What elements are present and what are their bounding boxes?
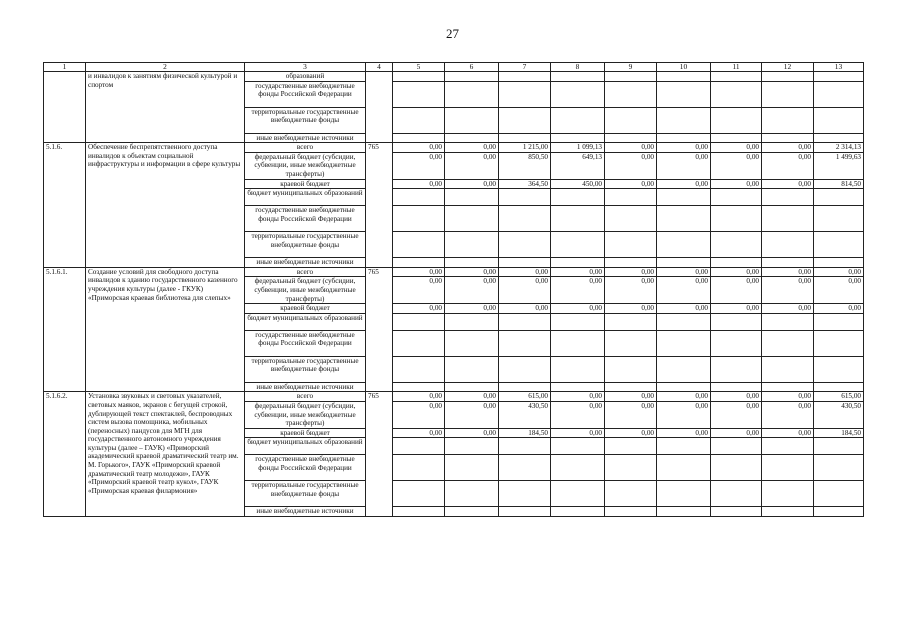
value-cell: 0,00: [762, 304, 814, 314]
value-cell: [551, 81, 605, 107]
value-cell: [605, 330, 657, 356]
value-cell: [711, 455, 762, 481]
value-cell: [762, 356, 814, 382]
value-cell: 2 314,13: [814, 143, 864, 153]
source-cell: территориальные государственные внебюджетные фонды: [245, 356, 366, 382]
table-row: [44, 72, 864, 82]
source-cell: бюджет муниципальных образований: [245, 438, 366, 455]
value-cell: [605, 455, 657, 481]
value-cell: [499, 356, 551, 382]
description-cell: Создание условий для свободного доступа инвалидов к зданию государственного казенного учреждения культуры (далее - ГКУК) «Приморская краевая библиотека для слепых»: [86, 267, 245, 392]
value-cell: 0,00: [551, 428, 605, 438]
value-cell: [551, 258, 605, 268]
value-cell: [762, 133, 814, 143]
value-cell: 0,00: [711, 428, 762, 438]
value-cell: 0,00: [711, 143, 762, 153]
value-cell: 850,50: [499, 152, 551, 179]
value-cell: 0,00: [393, 267, 445, 277]
budget-table: [43, 62, 864, 517]
value-cell: [445, 258, 499, 268]
value-cell: 0,00: [551, 401, 605, 428]
value-cell: [605, 189, 657, 206]
value-cell: [499, 81, 551, 107]
table-row: [44, 267, 864, 277]
value-cell: [605, 72, 657, 82]
value-cell: 0,00: [657, 401, 711, 428]
value-cell: 0,00: [393, 179, 445, 189]
source-cell: федеральный бюджет (субсидии, субвенции, иные межбюджетные трансферты): [245, 152, 366, 179]
value-cell: [711, 107, 762, 133]
value-cell: [657, 455, 711, 481]
value-cell: [445, 232, 499, 258]
value-cell: [605, 356, 657, 382]
value-cell: 0,00: [657, 267, 711, 277]
description-cell: Установка звуковых и световых указателей, световых маяков, экранов с бегущей строкой, дублирующей текст спектаклей, беспроводных систем вызова помощника, мобильных (переносных) пандусов для МГН для государственного автономного учреждения культуры (далее – ГАУК) «Приморский академический краевой драматический театр им. М. Горького», ГАУК «Приморский краевой драматический театр молодежи», ГАУК «Приморский краевой театр кукол», ГАУК «Приморская краевая филармония»: [86, 392, 245, 517]
value-cell: [393, 206, 445, 232]
code-cell: [44, 72, 86, 143]
value-cell: [814, 438, 864, 455]
value-cell: [762, 258, 814, 268]
value-cell: [605, 133, 657, 143]
value-cell: [551, 330, 605, 356]
value-cell: [814, 313, 864, 330]
value-cell: 0,00: [711, 267, 762, 277]
value-cell: 0,00: [605, 179, 657, 189]
grbs-cell: 765: [366, 392, 393, 517]
page-number: 27: [446, 26, 459, 41]
header-cell: 11: [711, 63, 762, 72]
header-cell: 12: [762, 63, 814, 72]
table-body: [44, 63, 864, 517]
value-cell: 0,00: [445, 428, 499, 438]
value-cell: [499, 72, 551, 82]
value-cell: 0,00: [711, 152, 762, 179]
value-cell: [762, 507, 814, 517]
grbs-cell: 765: [366, 267, 393, 392]
value-cell: 0,00: [762, 179, 814, 189]
source-cell: бюджет муниципальных образований: [245, 189, 366, 206]
value-cell: 0,00: [657, 277, 711, 304]
value-cell: 0,00: [657, 152, 711, 179]
value-cell: [762, 481, 814, 507]
source-cell: краевой бюджет: [245, 304, 366, 314]
value-cell: 0,00: [393, 143, 445, 153]
source-cell: государственные внебюджетные фонды Российской Федерации: [245, 206, 366, 232]
value-cell: [814, 189, 864, 206]
value-cell: [499, 455, 551, 481]
value-cell: 0,00: [762, 401, 814, 428]
value-cell: [499, 330, 551, 356]
value-cell: [814, 107, 864, 133]
value-cell: [657, 232, 711, 258]
value-cell: [657, 313, 711, 330]
value-cell: [711, 481, 762, 507]
value-cell: 430,50: [499, 401, 551, 428]
value-cell: 0,00: [605, 392, 657, 402]
value-cell: 0,00: [762, 143, 814, 153]
value-cell: 814,50: [814, 179, 864, 189]
value-cell: [445, 189, 499, 206]
value-cell: [393, 313, 445, 330]
value-cell: 0,00: [393, 277, 445, 304]
value-cell: [551, 232, 605, 258]
value-cell: [711, 330, 762, 356]
value-cell: 0,00: [711, 179, 762, 189]
header-cell: 10: [657, 63, 711, 72]
value-cell: 0,00: [393, 401, 445, 428]
value-cell: 0,00: [605, 428, 657, 438]
value-cell: [605, 258, 657, 268]
table-row: [44, 143, 864, 153]
value-cell: [499, 107, 551, 133]
value-cell: [393, 438, 445, 455]
table-row: [44, 392, 864, 402]
code-cell: 5.1.6.2.: [44, 392, 86, 517]
value-cell: 0,00: [445, 143, 499, 153]
value-cell: 649,13: [551, 152, 605, 179]
value-cell: [499, 206, 551, 232]
source-cell: иные внебюджетные источники: [245, 507, 366, 517]
source-cell: территориальные государственные внебюджетные фонды: [245, 107, 366, 133]
source-cell: федеральный бюджет (субсидии, субвенции, иные межбюджетные трансферты): [245, 401, 366, 428]
value-cell: [814, 133, 864, 143]
value-cell: 0,00: [657, 428, 711, 438]
value-cell: [551, 206, 605, 232]
header-cell: 9: [605, 63, 657, 72]
value-cell: [657, 481, 711, 507]
value-cell: [762, 81, 814, 107]
source-cell: образований: [245, 72, 366, 82]
value-cell: [711, 232, 762, 258]
source-cell: всего: [245, 392, 366, 402]
value-cell: [445, 107, 499, 133]
value-cell: [393, 72, 445, 82]
value-cell: 0,00: [499, 277, 551, 304]
value-cell: [711, 313, 762, 330]
value-cell: [657, 356, 711, 382]
value-cell: [445, 438, 499, 455]
value-cell: [814, 455, 864, 481]
value-cell: [499, 313, 551, 330]
value-cell: 1 099,13: [551, 143, 605, 153]
value-cell: [499, 133, 551, 143]
value-cell: [499, 232, 551, 258]
value-cell: [445, 382, 499, 392]
value-cell: [814, 507, 864, 517]
value-cell: [657, 133, 711, 143]
value-cell: [393, 455, 445, 481]
value-cell: [814, 330, 864, 356]
value-cell: [551, 481, 605, 507]
value-cell: [393, 232, 445, 258]
value-cell: [814, 72, 864, 82]
value-cell: [393, 507, 445, 517]
value-cell: 0,00: [499, 267, 551, 277]
value-cell: 364,50: [499, 179, 551, 189]
value-cell: 0,00: [551, 277, 605, 304]
value-cell: [814, 232, 864, 258]
header-cell: 13: [814, 63, 864, 72]
value-cell: [657, 206, 711, 232]
value-cell: 0,00: [762, 392, 814, 402]
value-cell: 0,00: [445, 401, 499, 428]
value-cell: [499, 258, 551, 268]
value-cell: [605, 313, 657, 330]
header-cell: 5: [393, 63, 445, 72]
value-cell: [605, 382, 657, 392]
value-cell: [445, 133, 499, 143]
code-cell: 5.1.6.1.: [44, 267, 86, 392]
value-cell: [711, 382, 762, 392]
value-cell: [551, 72, 605, 82]
header-cell: 3: [245, 63, 366, 72]
value-cell: [445, 72, 499, 82]
value-cell: [393, 81, 445, 107]
value-cell: [393, 107, 445, 133]
source-cell: краевой бюджет: [245, 179, 366, 189]
value-cell: [605, 232, 657, 258]
value-cell: [711, 189, 762, 206]
value-cell: [499, 189, 551, 206]
value-cell: 0,00: [814, 304, 864, 314]
value-cell: 0,00: [393, 152, 445, 179]
source-cell: бюджет муниципальных образований: [245, 313, 366, 330]
value-cell: 184,50: [814, 428, 864, 438]
value-cell: [762, 438, 814, 455]
value-cell: 0,00: [814, 277, 864, 304]
value-cell: [711, 356, 762, 382]
value-cell: [762, 455, 814, 481]
value-cell: [445, 481, 499, 507]
value-cell: [393, 133, 445, 143]
value-cell: [762, 313, 814, 330]
source-cell: государственные внебюджетные фонды Российской Федерации: [245, 81, 366, 107]
code-cell: 5.1.6.: [44, 143, 86, 268]
value-cell: 0,00: [762, 277, 814, 304]
value-cell: [551, 438, 605, 455]
source-cell: территориальные государственные внебюджетные фонды: [245, 232, 366, 258]
value-cell: 0,00: [762, 267, 814, 277]
description-cell: и инвалидов к занятиям физической культурой и спортом: [86, 72, 245, 143]
value-cell: 0,00: [445, 152, 499, 179]
value-cell: 0,00: [605, 267, 657, 277]
value-cell: 0,00: [657, 179, 711, 189]
value-cell: [814, 481, 864, 507]
value-cell: [711, 72, 762, 82]
value-cell: [393, 356, 445, 382]
value-cell: [762, 107, 814, 133]
value-cell: 0,00: [445, 179, 499, 189]
source-cell: иные внебюджетные источники: [245, 382, 366, 392]
value-cell: [445, 313, 499, 330]
value-cell: [551, 313, 605, 330]
value-cell: [445, 356, 499, 382]
value-cell: 0,00: [551, 304, 605, 314]
value-cell: 0,00: [657, 143, 711, 153]
source-cell: всего: [245, 267, 366, 277]
value-cell: [445, 507, 499, 517]
header-row: [44, 63, 864, 72]
value-cell: [711, 507, 762, 517]
source-cell: государственные внебюджетные фонды Российской Федерации: [245, 455, 366, 481]
source-cell: федеральный бюджет (субсидии, субвенции, иные межбюджетные трансферты): [245, 277, 366, 304]
value-cell: [814, 382, 864, 392]
value-cell: [762, 72, 814, 82]
value-cell: 450,00: [551, 179, 605, 189]
value-cell: 1 215,00: [499, 143, 551, 153]
value-cell: [657, 382, 711, 392]
value-cell: [551, 507, 605, 517]
value-cell: [711, 258, 762, 268]
value-cell: [445, 206, 499, 232]
value-cell: [605, 206, 657, 232]
value-cell: 0,00: [657, 304, 711, 314]
source-cell: всего: [245, 143, 366, 153]
description-cell: Обеспечение беспрепятственного доступа инвалидов к объектам социальной инфраструктуры и информации в сфере культуры: [86, 143, 245, 268]
value-cell: [499, 438, 551, 455]
value-cell: 0,00: [393, 392, 445, 402]
value-cell: 0,00: [393, 304, 445, 314]
value-cell: 430,50: [814, 401, 864, 428]
value-cell: 0,00: [605, 277, 657, 304]
value-cell: 0,00: [814, 267, 864, 277]
value-cell: [711, 81, 762, 107]
value-cell: 0,00: [551, 267, 605, 277]
value-cell: [657, 81, 711, 107]
value-cell: [657, 258, 711, 268]
header-cell: 2: [86, 63, 245, 72]
value-cell: [605, 107, 657, 133]
value-cell: 0,00: [711, 401, 762, 428]
value-cell: [762, 232, 814, 258]
value-cell: 0,00: [605, 152, 657, 179]
value-cell: [551, 189, 605, 206]
value-cell: [445, 330, 499, 356]
value-cell: 0,00: [605, 401, 657, 428]
value-cell: [711, 438, 762, 455]
value-cell: 0,00: [445, 267, 499, 277]
value-cell: [551, 107, 605, 133]
value-cell: 0,00: [711, 392, 762, 402]
value-cell: 0,00: [393, 428, 445, 438]
header-cell: 8: [551, 63, 605, 72]
value-cell: [393, 382, 445, 392]
value-cell: [499, 382, 551, 392]
value-cell: 0,00: [711, 304, 762, 314]
value-cell: 0,00: [499, 304, 551, 314]
value-cell: [605, 481, 657, 507]
value-cell: [605, 438, 657, 455]
value-cell: [762, 382, 814, 392]
value-cell: [814, 356, 864, 382]
value-cell: [657, 438, 711, 455]
value-cell: 0,00: [445, 277, 499, 304]
value-cell: 0,00: [762, 152, 814, 179]
value-cell: 0,00: [711, 277, 762, 304]
value-cell: [393, 189, 445, 206]
value-cell: 1 499,63: [814, 152, 864, 179]
value-cell: [393, 481, 445, 507]
value-cell: [657, 330, 711, 356]
value-cell: [762, 189, 814, 206]
value-cell: [762, 330, 814, 356]
header-cell: 4: [366, 63, 393, 72]
value-cell: [393, 330, 445, 356]
value-cell: 184,50: [499, 428, 551, 438]
value-cell: [762, 206, 814, 232]
value-cell: [445, 81, 499, 107]
value-cell: [605, 81, 657, 107]
source-cell: иные внебюджетные источники: [245, 133, 366, 143]
source-cell: иные внебюджетные источники: [245, 258, 366, 268]
grbs-cell: [366, 72, 393, 143]
value-cell: [445, 455, 499, 481]
header-cell: 7: [499, 63, 551, 72]
value-cell: [499, 481, 551, 507]
value-cell: 0,00: [762, 428, 814, 438]
source-cell: государственные внебюджетные фонды Российской Федерации: [245, 330, 366, 356]
value-cell: [711, 206, 762, 232]
header-cell: 1: [44, 63, 86, 72]
source-cell: территориальные государственные внебюджетные фонды: [245, 481, 366, 507]
value-cell: [551, 455, 605, 481]
value-cell: 615,00: [499, 392, 551, 402]
value-cell: 0,00: [605, 304, 657, 314]
value-cell: [605, 507, 657, 517]
value-cell: 0,00: [605, 143, 657, 153]
value-cell: [657, 189, 711, 206]
value-cell: [657, 107, 711, 133]
value-cell: [814, 258, 864, 268]
value-cell: [657, 507, 711, 517]
value-cell: [814, 206, 864, 232]
value-cell: [393, 258, 445, 268]
value-cell: 0,00: [657, 392, 711, 402]
value-cell: [499, 507, 551, 517]
grbs-cell: 765: [366, 143, 393, 268]
value-cell: 615,00: [814, 392, 864, 402]
value-cell: [551, 382, 605, 392]
value-cell: [551, 356, 605, 382]
value-cell: [711, 133, 762, 143]
header-cell: 6: [445, 63, 499, 72]
value-cell: [814, 81, 864, 107]
value-cell: [657, 72, 711, 82]
value-cell: 0,00: [551, 392, 605, 402]
value-cell: 0,00: [445, 392, 499, 402]
source-cell: краевой бюджет: [245, 428, 366, 438]
value-cell: 0,00: [445, 304, 499, 314]
value-cell: [551, 133, 605, 143]
